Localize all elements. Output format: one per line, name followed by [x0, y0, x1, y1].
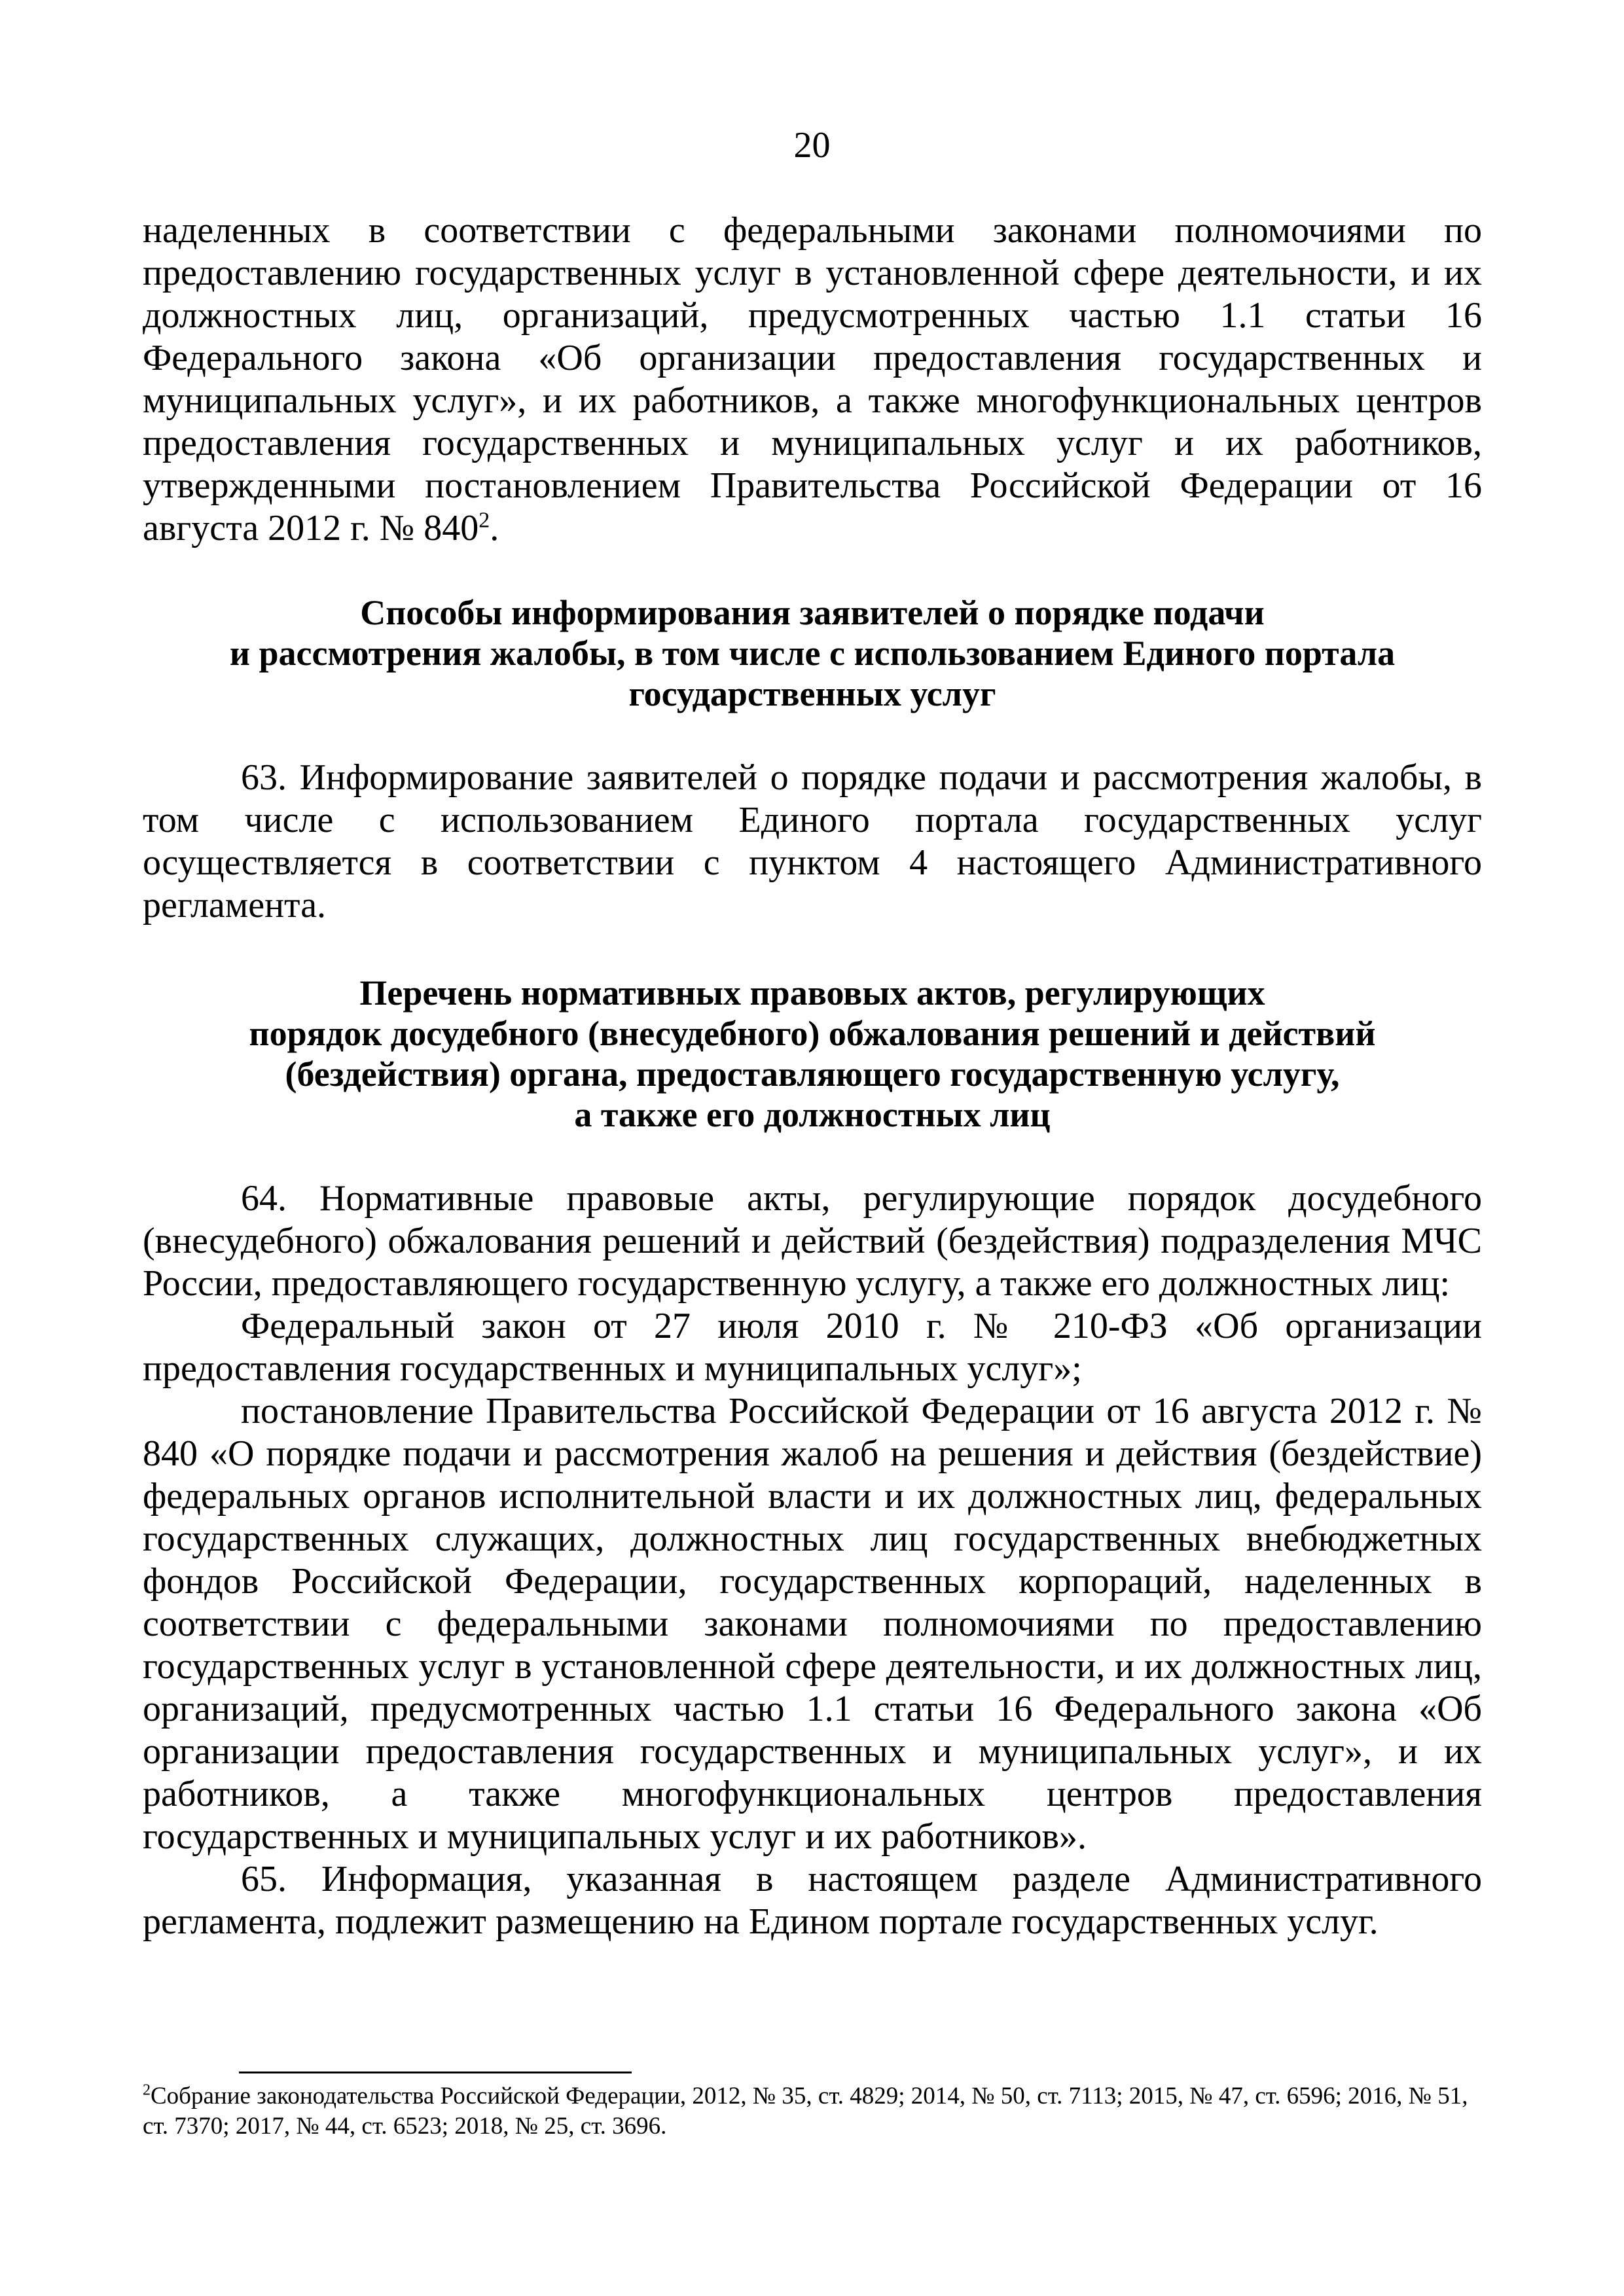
- heading-line: а также его должностных лиц: [574, 1095, 1051, 1134]
- heading-line: государственных услуг: [628, 674, 996, 713]
- document-body: [143, 209, 1482, 1943]
- section-heading-complaint-info: [143, 592, 1482, 714]
- paragraph-64: 64. Нормативные правовые акты, регулирующие порядок досудебного (внесудебного) обжалования решений и действий (бездействия) подразделения МЧС России, предоставляющего государственную услугу, а также его должностных лиц:: [143, 1178, 1482, 1304]
- heading-line: Способы информирования заявителей о порядке подачи: [360, 593, 1265, 632]
- paragraph-intro-text: наделенных в соответствии с федеральными законами полномочиями по предоставлению государственных услуг в установленной сфере деятельности, и их должностных лиц, организаций, предусмотренных частью 1.1 статьи 16 Федерального закона «Об организации предоставления государственных и муниципальных услуг», и их работников, а также многофункциональных центров предоставления государственных и муниципальных услуг и их работников, утвержденными постановлением Правительства Российской Федерации от 16 августа 2012 г. № 840: [143, 210, 1482, 548]
- footnote-reference[interactable]: 2: [478, 508, 490, 533]
- page-number: 20: [793, 125, 831, 166]
- heading-line: (бездействия) органа, предоставляющего государственную услугу,: [285, 1054, 1340, 1094]
- paragraph-intro: [143, 209, 1482, 550]
- footnote-text: Собрание законодательства Российской Федерации, 2012, № 35, ст. 4829; 2014, № 50, ст. 7113; 2015, № 47, ст. 6596; 2016, № 51, ст. 7370; 2017, № 44, ст. 6523; 2018, № 25, ст. 3696.: [143, 2083, 1468, 2140]
- footnote: [143, 2081, 1478, 2142]
- paragraph-65: 65. Информация, указанная в настоящем разделе Административного регламента, подлежит размещению на Едином портале государственных услуг.: [143, 1859, 1482, 1942]
- paragraph-63: 63. Информирование заявителей о порядке подачи и рассмотрения жалобы, в том числе с использованием Единого портала государственных услуг осуществляется в соответствии с пунктом 4 настоящего Административного регламента.: [143, 757, 1482, 925]
- heading-line: Перечень нормативных правовых актов, регулирующих: [359, 973, 1265, 1013]
- paragraph-64-federal-law: Федеральный закон от 27 июля 2010 г. № 210-ФЗ «Об организации предоставления государственных и муниципальных услуг»;: [143, 1306, 1482, 1389]
- heading-line: и рассмотрения жалобы, в том числе с использованием Единого портала: [229, 634, 1396, 673]
- paragraph-intro-end: .: [490, 508, 499, 548]
- footnote-marker: 2: [143, 2081, 151, 2099]
- section-heading-normative-acts: [143, 973, 1482, 1135]
- heading-line: порядок досудебного (внесудебного) обжалования решений и действий: [249, 1014, 1376, 1053]
- footnote-divider: [239, 2072, 632, 2073]
- paragraph-64-government-decree: постановление Правительства Российской Федерации от 16 августа 2012 г. № 840 «О порядке подачи и рассмотрения жалоб на решения и действия (бездействие) федеральных органов исполнительной власти и их должностных лиц, федеральных государственных служащих, должностных лиц государственных внебюджетных фондов Российской Федерации, государственных корпораций, наделенных в соответствии с федеральными законами полномочиями по предоставлению государственных услуг в установленной сфере деятельности, и их должностных лиц, организаций, предусмотренных частью 1.1 статьи 16 Федерального закона «Об организации предоставления государственных и муниципальных услуг», и их работников, а также многофункциональных центров предоставления государственных и муниципальных услуг и их работников».: [143, 1391, 1482, 1857]
